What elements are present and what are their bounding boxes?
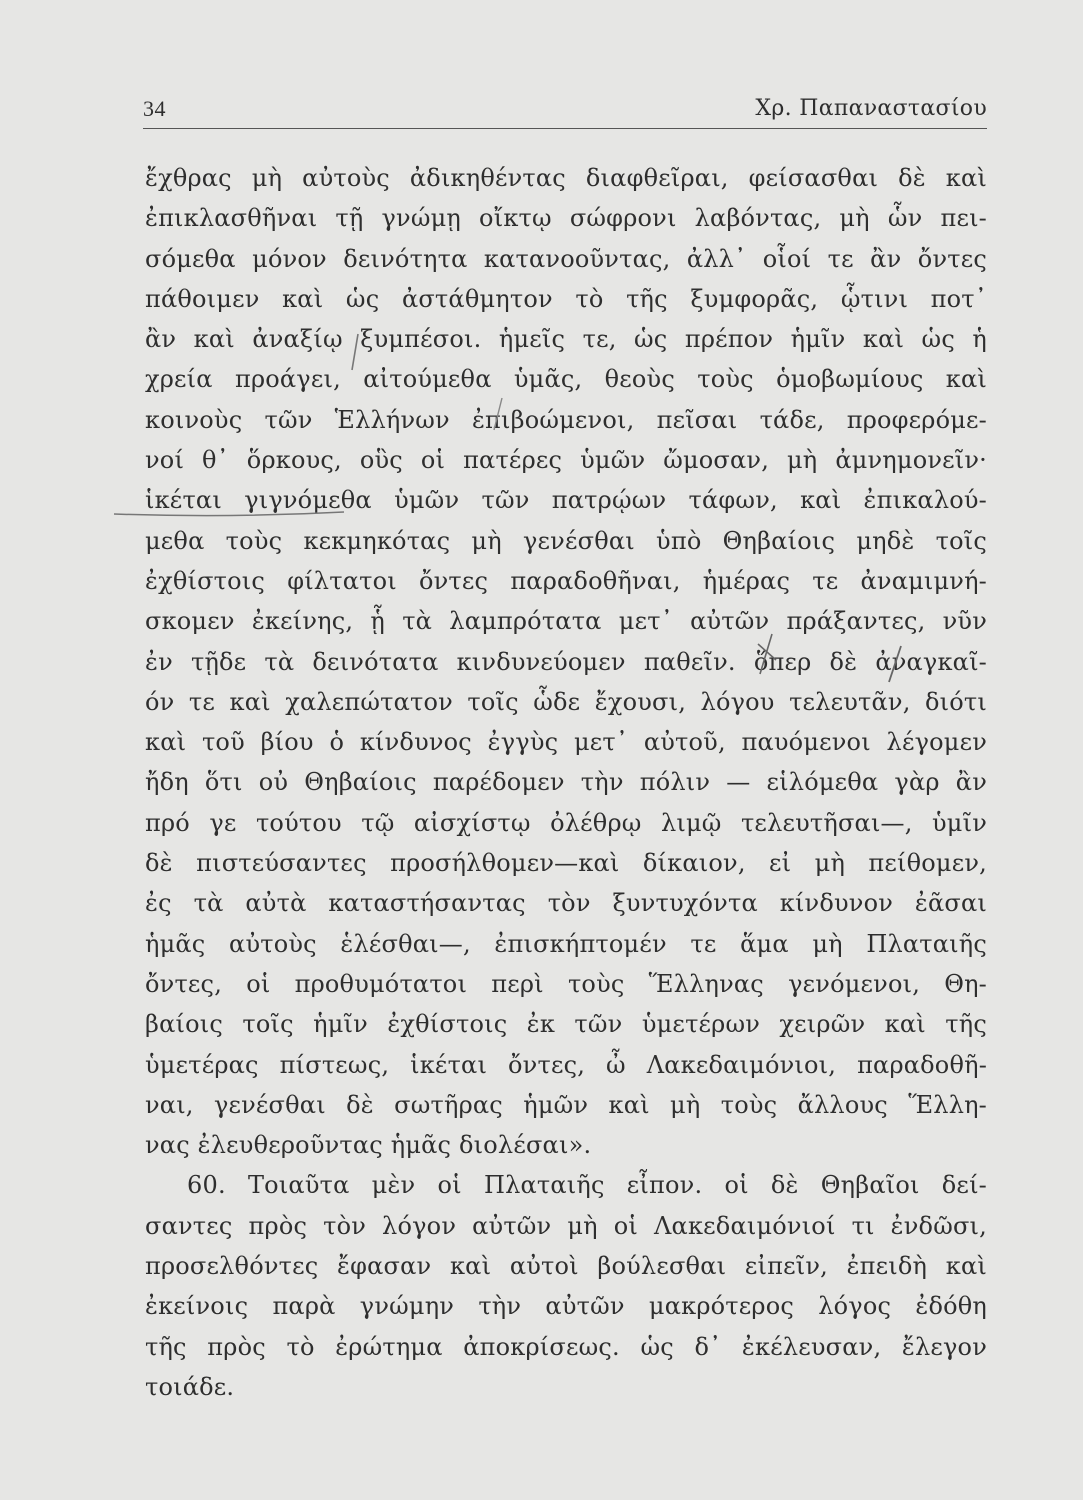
text-line: ἱκέται γιγνόμεθα ὑμῶν τῶν πατρῴων τάφων, καὶ ἐπικαλού- — [145, 486, 987, 515]
text-line: σκομεν ἐκείνης, ᾗ τὰ λαμπρότατα μετ᾿ αὐτῶν πράξαντες, νῦν — [145, 607, 987, 636]
text-line: ἤδη ὅτι οὐ Θηβαίοις παρέδομεν τὴν πόλιν — εἱλόμεθα γὰρ ἂν — [145, 768, 987, 797]
text-line: δὲ πιστεύσαντες προσήλθομεν—καὶ δίκαιον, εἰ μὴ πείθομεν, — [145, 849, 987, 878]
text-line: κοινοὺς τῶν Ἑλλήνων ἐπιβοώμενοι, πεῖσαι τάδε, προφερόμε- — [145, 405, 987, 434]
text-line: καὶ τοῦ βίου ὁ κίνδυνος ἐγγὺς μετ᾿ αὐτοῦ, παυόμενοι λέγομεν — [145, 728, 987, 757]
text-line: προσελθόντες ἔφασαν καὶ αὐτοὶ βούλεσθαι εἰπεῖν, ἐπειδὴ καὶ — [145, 1252, 987, 1281]
text-line: ἂν καὶ ἀναξίῳ ξυμπέσοι. ἡμεῖς τε, ὡς πρέπον ἡμῖν καὶ ὡς ἡ — [145, 325, 987, 354]
body-text — [145, 158, 987, 1407]
text-line: ἐν τῇδε τὰ δεινότατα κινδυνεύομεν παθεῖν. ὅπερ δὲ ἀναγκαῖ- — [145, 647, 987, 676]
text-line: ὄντες, οἱ προθυμότατοι περὶ τοὺς Ἕλληνας γενόμενοι, Θη- — [145, 969, 987, 998]
text-line: ἐς τὰ αὐτὰ καταστήσαντας τὸν ξυντυχόντα κίνδυνον ἐᾶσαι — [145, 889, 987, 918]
text-line: νας ἐλευθεροῦντας ἡμᾶς διολέσαι». — [145, 1131, 592, 1160]
text-line: ἡμᾶς αὐτοὺς ἑλέσθαι—, ἐπισκήπτομέν τε ἅμα μὴ Πλαταιῆς — [145, 929, 987, 958]
text-line: πρό γε τούτου τῷ αἰσχίστῳ ὀλέθρῳ λιμῷ τελευτῆσαι—, ὑμῖν — [145, 808, 987, 837]
text-line: πάθοιμεν καὶ ὡς ἀστάθμητον τὸ τῆς ξυμφορᾶς, ᾧτινι ποτ᾿ — [145, 284, 987, 313]
page-number: 34 — [143, 96, 166, 121]
text-line: ἐκείνοις παρὰ γνώμην τὴν αὐτῶν μακρότερος λόγος ἐδόθη — [145, 1292, 987, 1321]
text-line: ναι, γενέσθαι δὲ σωτῆρας ἡμῶν καὶ μὴ τοὺς ἄλλους Ἕλλη- — [145, 1090, 987, 1119]
text-line: όν τε καὶ χαλεπώτατον τοῖς ὧδε ἔχουσι, λόγου τελευτᾶν, διότι — [145, 687, 987, 716]
text-line: ἔχθρας μὴ αὐτοὺς ἀδικηθέντας διαφθεῖραι, φείσασθαι δὲ καὶ — [145, 164, 987, 192]
text-line: τῆς πρὸς τὸ ἐρώτημα ἀποκρίσεως. ὡς δ᾿ ἐκέλευσαν, ἔλεγον — [145, 1332, 987, 1361]
page-header — [143, 94, 987, 129]
text-line: τοιάδε. — [145, 1372, 235, 1401]
text-line: μεθα τοὺς κεκμηκότας μὴ γενέσθαι ὑπὸ Θηβαίοις μηδὲ τοῖς — [145, 526, 987, 555]
text-line: ἐχθίστοις φίλτατοι ὄντες παραδοθῆναι, ἡμέρας τε ἀναμιμνή- — [145, 566, 987, 595]
text-line: χρεία προάγει, αἰτούμεθα ὑμᾶς, θεοὺς τοὺς ὁμοβωμίους καὶ — [145, 365, 987, 394]
running-head: Χρ. Παπαναστασίου — [755, 96, 987, 121]
text-line: σόμεθα μόνον δεινότητα κατανοοῦντας, ἀλλ᾿ οἷοί τε ἂν ὄντες — [145, 244, 987, 273]
text-line: σαντες πρὸς τὸν λόγον αὐτῶν μὴ οἱ Λακεδαιμόνιοί τι ἐνδῶσι, — [145, 1211, 987, 1240]
text-line-paragraph-start: 60. Τοιαῦτα μὲν οἱ Πλαταιῆς εἶπον. οἱ δὲ Θηβαῖοι δεί- — [187, 1171, 987, 1200]
text-line: ὑμετέρας πίστεως, ἱκέται ὄντες, ὦ Λακεδαιμόνιοι, παραδοθῆ- — [145, 1050, 987, 1079]
text-line: βαίοις τοῖς ἡμῖν ἐχθίστοις ἐκ τῶν ὑμετέρων χειρῶν καὶ τῆς — [145, 1010, 987, 1039]
text-line: ἐπικλασθῆναι τῇ γνώμῃ οἴκτῳ σώφρονι λαβόντας, μὴ ὧν πει- — [145, 204, 987, 233]
text-line: νοί θ᾿ ὅρκους, οὓς οἱ πατέρες ὑμῶν ὤμοσαν, μὴ ἀμνημονεῖν· — [145, 446, 987, 475]
